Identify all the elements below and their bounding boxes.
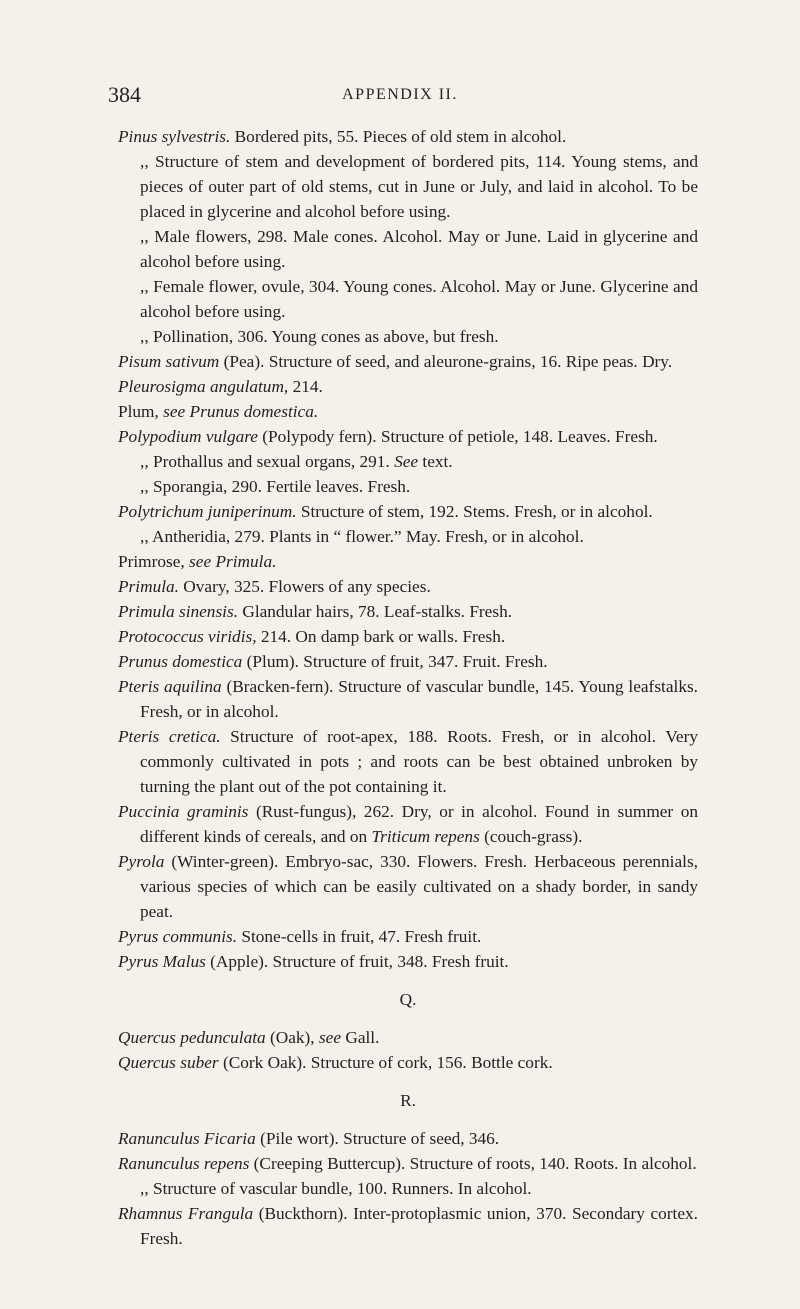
common-name: Plum, [118, 402, 164, 421]
entry-text: Structure of vascular bundle, 100. Runners. In alcohol. [152, 1179, 532, 1198]
index-entry [118, 949, 698, 974]
entry-text: Prothallus and sexual organs, 291. [152, 452, 395, 471]
entry-text: Ovary, 325. Flowers of any species. [178, 577, 431, 596]
index-subentry [118, 324, 698, 349]
index-entry [118, 799, 698, 849]
section-letter-q: Q. [399, 990, 417, 1009]
index-entry [118, 549, 698, 574]
section-letter-r: R. [400, 1091, 416, 1110]
appendix-index [118, 124, 698, 1251]
species-name: Triticum repens [371, 827, 480, 846]
species-name: Pisum sativum [118, 352, 220, 371]
species-name: Pyrus communis. [118, 927, 238, 946]
species-name: Polytrichum juniperinum. [118, 502, 297, 521]
entry-text: (Oak), [265, 1028, 319, 1047]
entry-text: (Buckthorn). Inter-protoplasmic union, 370. Secondary cortex. Fresh. [140, 1204, 698, 1248]
ditto-mark: ,, [140, 452, 153, 471]
entry-text: (Cork Oak). Structure of cork, 156. Bottle cork. [218, 1053, 553, 1072]
index-entry [118, 399, 698, 424]
species-name: Pteris aquilina [118, 677, 222, 696]
index-subentry [118, 149, 698, 224]
species-name: Puccinia graminis [118, 802, 249, 821]
entry-text: 214. On damp bark or walls. Fresh. [256, 627, 506, 646]
entry-text: Pollination, 306. Young cones as above, but fresh. [152, 327, 499, 346]
see-reference: see [318, 1028, 342, 1047]
index-subentry [118, 524, 698, 549]
species-name: Protococcus viridis, [118, 627, 257, 646]
entry-text: text. [418, 452, 453, 471]
species-name: Ranunculus Ficaria [118, 1129, 256, 1148]
index-entry [118, 1025, 698, 1050]
species-name: Quercus pedunculata [118, 1028, 266, 1047]
entry-text: Gall. [341, 1028, 380, 1047]
species-name: Primula. [211, 552, 277, 571]
index-entry [118, 124, 698, 149]
page-number: 384 [108, 82, 141, 107]
ditto-mark: ,, [140, 327, 153, 346]
entry-text: Glandular hairs, 78. Leaf-stalks. Fresh. [238, 602, 513, 621]
ditto-mark: ,, [140, 227, 155, 246]
entry-text: Structure of stem, 192. Stems. Fresh, or in alcohol. [296, 502, 653, 521]
index-entry [118, 499, 698, 524]
entry-text: Bordered pits, 55. Pieces of old stem in alcohol. [230, 127, 567, 146]
index-entry [118, 1050, 698, 1075]
species-name: Primula sinensis. [118, 602, 239, 621]
index-entry [118, 1201, 698, 1251]
index-subentry [118, 474, 698, 499]
index-entry [118, 1151, 698, 1176]
species-name: Rhamnus Frangula [118, 1204, 254, 1223]
index-entry [118, 724, 698, 799]
entry-text: (Bracken-fern). Structure of vascular bundle, 145. Young leafstalks. Fresh, or in alcohol. [140, 677, 698, 721]
index-subentry [118, 274, 698, 324]
entry-text: Female flower, ovule, 304. Young cones. Alcohol. May or June. Glycerine and alcohol before using. [140, 277, 698, 321]
entry-text: (couch-grass). [479, 827, 583, 846]
entry-text: (Creeping Buttercup). Structure of roots, 140. Roots. In alcohol. [249, 1154, 697, 1173]
species-name: Quercus suber [118, 1053, 219, 1072]
species-name: Ranunculus repens [118, 1154, 250, 1173]
index-subentry [118, 224, 698, 274]
ditto-mark: ,, [140, 152, 156, 171]
species-name: Prunus domestica. [185, 402, 319, 421]
entry-text: 214. [288, 377, 323, 396]
species-name: Prunus domestica [118, 652, 243, 671]
ditto-mark: ,, [140, 477, 153, 496]
entry-text: (Polypody fern). Structure of petiole, 148. Leaves. Fresh. [257, 427, 658, 446]
entry-text: Structure of root-apex, 188. Roots. Fresh, or in alcohol. Very commonly cultivated in pots ; and roots can be best obtained unbroken by turning the plant out of the pot containing it. [140, 727, 698, 796]
entry-text: (Winter-green). Embryo-sac, 330. Flowers. Fresh. Herbaceous perennials, various species of which can be easily cultivated on a shady border, in sandy peat. [140, 852, 698, 921]
running-head: APPENDIX II. [342, 86, 458, 103]
entry-text: Male flowers, 298. Male cones. Alcohol. May or June. Laid in glycerine and alcohol before using. [140, 227, 698, 271]
index-subentry [118, 1176, 698, 1201]
index-entry [118, 424, 698, 449]
index-entry [118, 674, 698, 724]
index-subentry [118, 449, 698, 474]
species-name: Pyrus Malus [118, 952, 206, 971]
entry-text: Stone-cells in fruit, 47. Fresh fruit. [237, 927, 482, 946]
index-entry [118, 349, 698, 374]
index-entry [118, 574, 698, 599]
index-entry [118, 924, 698, 949]
see-reference: see [189, 552, 212, 571]
entry-text: Antheridia, 279. Plants in “ flower.” May. Fresh, or in alcohol. [152, 527, 584, 546]
index-entry [118, 599, 698, 624]
index-entry [118, 1126, 698, 1151]
entry-text: (Pile wort). Structure of seed, 346. [255, 1129, 500, 1148]
index-entry [118, 374, 698, 399]
species-name: Pteris cretica. [118, 727, 221, 746]
ditto-mark: ,, [140, 277, 154, 296]
common-name: Primrose, [118, 552, 190, 571]
species-name: Pinus sylvestris. [118, 127, 231, 146]
index-entry [118, 624, 698, 649]
entry-text: (Plum). Structure of fruit, 347. Fruit. Fresh. [242, 652, 548, 671]
entry-text: Structure of stem and development of bordered pits, 114. Young stems, and pieces of outer part of old stems, cut in June or July, and laid in alcohol. To be placed in glycerine and alcohol before using. [140, 152, 698, 221]
index-entry [118, 849, 698, 924]
species-name: Primula. [118, 577, 179, 596]
index-entry [118, 649, 698, 674]
entry-text: (Rust-fungus), 262. Dry, or in alcohol. Found in summer on different kinds of cereals, and on [140, 802, 698, 846]
ditto-mark: ,, [140, 1179, 153, 1198]
ditto-mark: ,, [140, 527, 153, 546]
see-reference: see [163, 402, 186, 421]
see-reference: See [394, 452, 419, 471]
entry-text: (Pea). Structure of seed, and aleurone-grains, 16. Ripe peas. Dry. [219, 352, 673, 371]
entry-text: Sporangia, 290. Fertile leaves. Fresh. [152, 477, 411, 496]
species-name: Polypodium vulgare [118, 427, 258, 446]
species-name: Pleurosigma angulatum, [118, 377, 289, 396]
species-name: Pyrola [118, 852, 165, 871]
entry-text: (Apple). Structure of fruit, 348. Fresh fruit. [205, 952, 509, 971]
